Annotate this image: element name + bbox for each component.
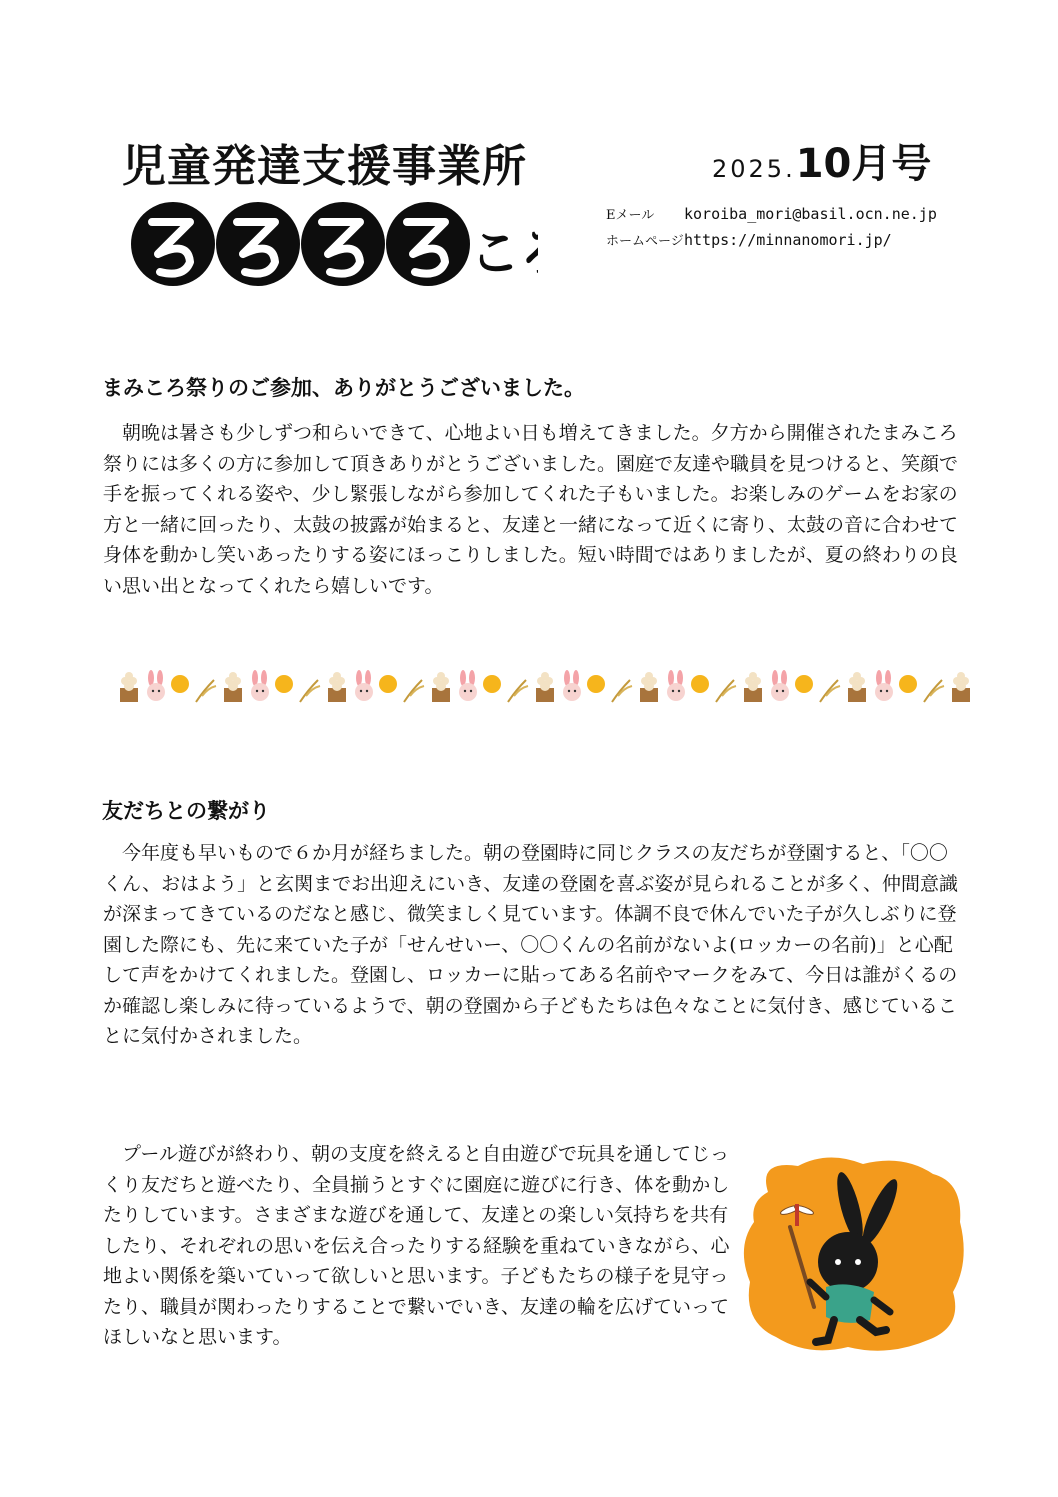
susuki-grass-icon [924,680,944,702]
moon-icon [483,675,501,693]
homepage-row [606,228,937,254]
susuki-grass-icon [508,680,528,702]
border-illustration [118,662,978,712]
susuki-grass-icon [716,680,736,702]
section2-paragraph-1: 今年度も早いもので６か月が経ちました。朝の登園時に同じクラスの友だちが登園すると、「〇〇くん、おはよう」と玄関までお出迎えにいき、友達の登園を喜ぶ姿が見られることが多く、仲間意識が深まってきているのだなと感じ、微笑ましく見ています。体調不良で休んでいた子が久しぶりに登園した際にも、先に来ていた子が「せんせいー、〇〇くんの名前がないよ(ロッカーの名前)」と心配して声をかけてくれました。登園し、ロッカーに貼ってある名前やマークをみて、今日は誰がくるのか確認し楽しみに待っているようで、朝の登園から子どもたちは色々なことに気付き、感じていることに気付かされました。 [103,842,959,1047]
issue-year: 2025. [712,155,796,183]
susuki-grass-icon [196,680,216,702]
section1-paragraph: 朝晩は暑さも少しずつ和らいできて、心地よい日も増えてきました。夕方から開催されたまみころ祭りには多くの方に参加して頂きありがとうございました。園庭で友達や職員を見つけると、笑顔で手を振ってくれる姿や、少し緊張しながら参加してくれた子もいました。お楽しみのゲームをお家の方と一緒に回ったり、太鼓の披露が始まると、友達と一緒になって近くに寄り、太鼓の音に合わせて身体を動かし笑いあったりする姿にほっこりしました。短い時間ではありましたが、夏の終わりの良い思い出となってくれたら嬉しいです。 [103,422,959,597]
logo [118,192,538,300]
homepage-label: ホームページ [606,234,684,249]
contact-info [606,202,937,254]
moon-icon [171,675,189,693]
susuki-grass-icon [300,680,320,702]
section2-paragraph-2: プール遊びが終わり、朝の支度を終えると自由遊びで玩具を通してじっくり友だちと遊べたり、全員揃うとすぐに園庭に遊びに行き、体を動かしたりしています。さまざまな遊びを通して、友達との楽しい気持ちを共有したり、それぞれの思いを伝え合ったりする経験を重ねていきながら、心地よい関係を築いていって欲しいと思います。子どもたちの様子を見守ったり、職員が関わったりすることで繋いでいき、友達の輪を広げていってほしいなと思います。 [103,1143,730,1348]
tsukimi-dango-icon [640,672,658,702]
moon-icon [275,675,293,693]
email-address[interactable]: koroiba_mori@basil.ocn.ne.jp [684,205,937,223]
rabbit-icon [667,670,685,701]
decorative-border [118,662,978,712]
tsukimi-dango-icon [120,672,138,702]
tsukimi-dango-icon [848,672,866,702]
tsukimi-dango-icon [952,672,970,702]
homepage-url[interactable]: https://minnanomori.jp/ [684,231,892,249]
email-label: Eメール [606,208,655,223]
moon-icon [379,675,397,693]
tsukimi-dango-icon [536,672,554,702]
black-rabbit-dragonfly-icon [738,1152,968,1357]
tsukimi-dango-icon [328,672,346,702]
rabbit-illustration [738,1152,968,1357]
rabbit-icon [875,670,893,701]
tsukimi-dango-icon [432,672,450,702]
rabbit-icon [563,670,581,701]
rabbit-icon [459,670,477,701]
email-row [606,202,937,228]
issue-date [712,132,931,189]
moon-icon [795,675,813,693]
logo-graphic [118,192,538,300]
moon-icon [587,675,605,693]
rabbit-icon [147,670,165,701]
moon-icon [691,675,709,693]
susuki-grass-icon [404,680,424,702]
rabbit-icon [771,670,789,701]
susuki-grass-icon [612,680,632,702]
susuki-grass-icon [820,680,840,702]
rabbit-icon [355,670,373,701]
tsukimi-dango-icon [744,672,762,702]
rabbit-icon [251,670,269,701]
tsukimi-dango-icon [224,672,242,702]
logo-text: こ [470,224,520,282]
section1-body [103,418,961,601]
organization-title: 児童発達支援事業所 [122,141,527,192]
section2-heading: 友だちとの繋がり [102,799,270,823]
issue-month: 10月号 [795,141,932,187]
section2-body [103,838,961,1052]
section1-heading: まみころ祭りのご参加、ありがとうございました。 [102,376,585,400]
moon-icon [899,675,917,693]
